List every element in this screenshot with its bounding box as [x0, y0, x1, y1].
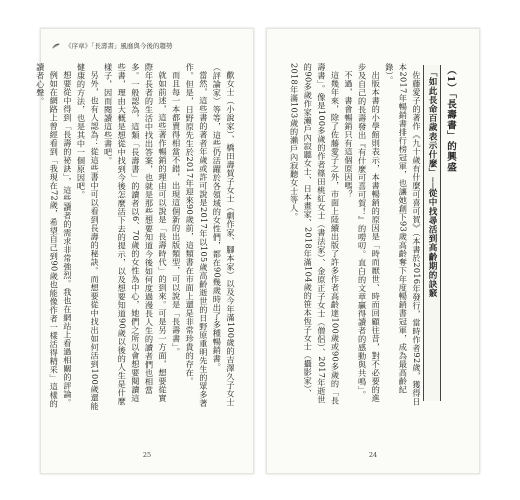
chapter-title: （1）「長壽書」的興盛	[445, 65, 456, 173]
paragraph: 佐藤愛子的著作《九十歲有什麼可喜可賀》（本書於2016年發行，當時作者92歲，獲得日本2017年暢銷書排行榜冠軍，也讓她創下93歲高齡奪下年度暢銷書冠軍，成為最高齡紀錄）。	[384, 63, 422, 407]
leaf-ornament-icon	[51, 42, 61, 50]
paragraph: 而且每一本都賣得相當不錯，出現這個新的出版類型，可以說是「長壽書」。	[171, 71, 182, 357]
page-number: 25	[142, 451, 152, 459]
paragraph: 歡女士（小說家）、橋田壽賀子女士（劇作家、腳本家）以及今年滿100歲的吉澤久子女士（評論家）等等，這些仍活躍於各領域的女性們，都在90幾歲時出了多種暢銷書。	[212, 63, 236, 407]
paragraph: 想要從中得到「長壽的祕訣」，這些讀者的需求非常強烈。我也在網站上看過相關的評論。	[62, 71, 73, 408]
left-page	[35, 28, 254, 474]
page-number: 24	[368, 451, 378, 459]
running-header	[51, 41, 172, 50]
right-page	[266, 28, 480, 474]
running-header-text: 《序章》「長壽書」風靡與今後的趨勢	[65, 42, 173, 50]
paragraph: 當然，這些書的著者年歲或許可說是2017年以105歲高齡逝世的日野原重明先生的眾多著作。但是，日野原先生於2017年迎來90歲前，這類書在市面上還是非常珍貴的存在。	[185, 63, 209, 408]
section-heading: 「如此長命百歲表示什麼」──從中找尋活到高齡期的訣竅	[423, 65, 441, 401]
paragraph: 出版本書的小學館則表示，本書暢銷的原因是「時而厭世、時而回顧往昔，對不必要的進步及自己的長壽發出『有什麼可喜可賀！』的嘮叨。直白的文章贏得讀者的感動與共鳴」。	[357, 63, 382, 403]
paragraph: 這幾年來，除了佐藤愛子之外，市面上陸續出版了許多作者高齡達100歲或90多歲的「長壽書」。像是100多歲的作者篠田桃紅女士（書法家）、金原正子女士（僧侶）、2017年逝世的90多歲作家瀨戶內寂聽女士、日本畫家、2018年滿104歲的笹本恆子女士（攝影家）、2018年滿103歲的瀨戶內寂聽女士等人。	[289, 63, 341, 405]
paragraph: 不過，書會暢銷只有這個原因嗎？	[344, 71, 355, 199]
right-body-text	[281, 63, 423, 411]
paragraph: 就如前述，這些著作暢銷的理由可以說是「長壽時代」的到來。可是另一方面，想要從實際年長者的生活中找出答案，也就是那些想要知道今後如何度過漫長人生的讀者們也相當多。一般認為，這類「長壽書」的讀者以6、70歲的女性為中心，她們之所以會想要閱讀這些書，理由大概是想從中找到今後怎麼活下去的提示，以及想要知道90歲以後的人生是什麼樣子，因而閱讀這些書吧。	[103, 63, 169, 406]
paragraph: 另外，也有人認為：從這些書中可以看到長壽的秘訣。而想要從中找出如何活到100歲還能健康的方法，也是其中一個原因吧。	[76, 63, 101, 411]
paragraph: 例如在網路上曾經看到「我現在72歲，希望自己到90歲也能像作者一樣活得精采」這樣的讀者心聲。	[35, 63, 60, 408]
left-body-text	[35, 63, 237, 411]
